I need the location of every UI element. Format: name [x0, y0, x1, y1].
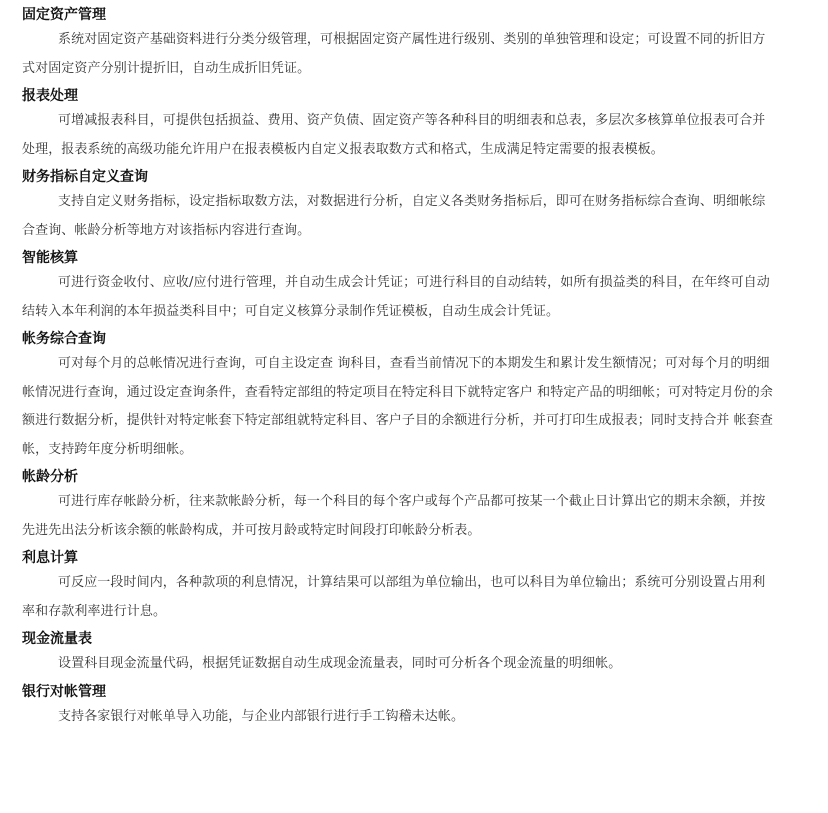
section-title: 利息计算 — [22, 550, 78, 566]
section-title: 帐龄分析 — [22, 469, 78, 485]
section-body: 支持各家银行对帐单导入功能，与企业内部银行进行手工钩稽未达帐。 — [58, 708, 465, 724]
section-body: 支持自定义财务指标，设定指标取数方法，对数据进行分析，自定义各类财务指标后，即可在财务指标综合查询、明细帐综合查询、帐龄分析等地方对该指标内容进行查询。 — [22, 194, 766, 238]
section-cash-flow-statement — [22, 628, 774, 679]
section-title: 银行对帐管理 — [22, 683, 106, 700]
section-title: 智能核算 — [22, 250, 78, 266]
section-title: 现金流量表 — [22, 631, 92, 647]
section-title: 固定资产管理 — [22, 7, 106, 23]
section-body: 可对每个月的总帐情况进行查询，可自主设定查 询科目，查看当前情况下的本期发生和累计发生额情况；可对每个月的明细帐情况进行查询，通过设定查询条件，查看特定部组的特定项目在特定科目下就特定客户 和特定产品的明细帐；可对特定月份的余额进行数据分析，提供针对特定帐套下特定部组就特定科目、客户子目的余额进行分析，并可打印生成报表；同时支持合并 帐套查帐，支持跨年度分析明细帐。 — [22, 356, 773, 457]
section-aging-analysis — [22, 466, 774, 545]
section-body: 系统对固定资产基础资料进行分类分级管理，可根据固定资产属性进行级别、类别的单独管理和设定；可设置不同的折旧方式对固定资产分别计提折旧，自动生成折旧凭证。 — [22, 32, 766, 76]
section-smart-accounting — [22, 247, 774, 326]
section-title: 财务指标自定义查询 — [22, 169, 148, 185]
section-body: 可反应一段时间内，各种款项的利息情况，计算结果可以部组为单位输出，也可以科目为单位输出；系统可分别设置占用利率和存款利率进行计息。 — [22, 575, 766, 619]
section-report-processing — [22, 85, 774, 164]
section-body: 设置科目现金流量代码，根据凭证数据自动生成现金流量表，同时可分析各个现金流量的明细帐。 — [58, 656, 622, 671]
document-body — [22, 4, 774, 733]
section-financial-indicator-query — [22, 166, 774, 245]
section-body: 可增减报表科目，可提供包括损益、费用、资产负债、固定资产等各种科目的明细表和总表，多层次多核算单位报表可合并处理，报表系统的高级功能允许用户在报表模板内自定义报表取数方式和格式，生成满足特定需要的报表模板。 — [22, 113, 766, 157]
section-title: 报表处理 — [22, 88, 78, 104]
section-bank-reconciliation — [22, 681, 774, 732]
section-interest-calculation — [22, 547, 774, 626]
section-fixed-assets — [22, 4, 774, 83]
section-body: 可进行资金收付、应收/应付进行管理，并自动生成会计凭证；可进行科目的自动结转，如所有损益类的科目，在年终可自动结转入本年利润的本年损益类科目中；可自定义核算分录制作凭证模板，自动生成会计凭证。 — [22, 275, 770, 319]
section-ledger-query — [22, 328, 774, 464]
section-body: 可进行库存帐龄分析，往来款帐龄分析，每一个科目的每个客户或每个产品都可按某一个截止日计算出它的期末余额，并按先进先出法分析该余额的帐龄构成，并可按月龄或特定时间段打印帐龄分析表。 — [22, 494, 766, 538]
section-title: 帐务综合查询 — [22, 331, 106, 347]
